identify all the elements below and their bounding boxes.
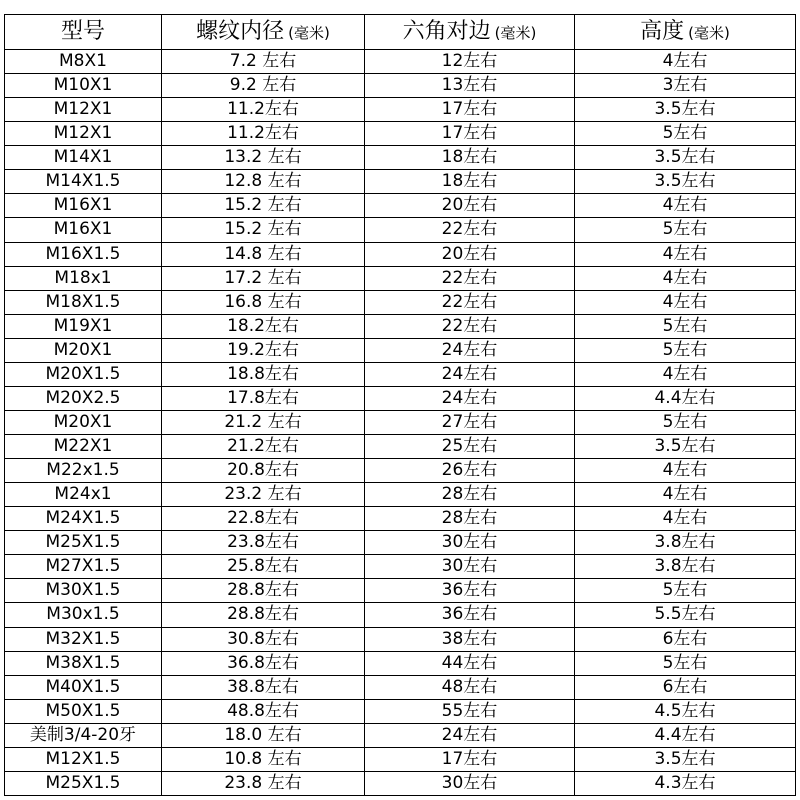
table-row [5, 242, 796, 266]
table-row [5, 483, 796, 507]
cell-hex-across-flats: 18左右 [365, 170, 575, 194]
cell-thread-inner-diameter: 7.2 左右 [162, 50, 365, 74]
cell-model: M16X1 [5, 194, 162, 218]
header-unit: (毫米) [288, 24, 330, 42]
cell-hex-across-flats: 55左右 [365, 699, 575, 723]
cell-model: M20X1 [5, 410, 162, 434]
cell-height: 4.3左右 [575, 771, 796, 795]
cell-height: 5左右 [575, 122, 796, 146]
cell-hex-across-flats: 24左右 [365, 338, 575, 362]
cell-height: 3.5左右 [575, 146, 796, 170]
cell-thread-inner-diameter: 9.2 左右 [162, 74, 365, 98]
cell-model: M16X1.5 [5, 242, 162, 266]
table-row [5, 218, 796, 242]
cell-thread-inner-diameter: 36.8左右 [162, 651, 365, 675]
cell-height: 4.5左右 [575, 699, 796, 723]
cell-model: M25X1.5 [5, 531, 162, 555]
cell-model: M27X1.5 [5, 555, 162, 579]
cell-model: M24x1 [5, 483, 162, 507]
cell-model: M30X1.5 [5, 579, 162, 603]
cell-hex-across-flats: 13左右 [365, 74, 575, 98]
table-row [5, 122, 796, 146]
table-row [5, 338, 796, 362]
cell-hex-across-flats: 22左右 [365, 314, 575, 338]
cell-hex-across-flats: 26左右 [365, 459, 575, 483]
table-row [5, 146, 796, 170]
cell-height: 3.8左右 [575, 555, 796, 579]
cell-model: M24X1.5 [5, 507, 162, 531]
cell-model: M40X1.5 [5, 675, 162, 699]
cell-model: 美制3/4-20牙 [5, 723, 162, 747]
table-row [5, 170, 796, 194]
cell-model: M20X2.5 [5, 386, 162, 410]
table-row [5, 627, 796, 651]
cell-height: 3.5左右 [575, 98, 796, 122]
cell-height: 4左右 [575, 242, 796, 266]
cell-model: M20X1 [5, 338, 162, 362]
cell-model: M12X1 [5, 98, 162, 122]
table-row [5, 555, 796, 579]
cell-hex-across-flats: 30左右 [365, 555, 575, 579]
table-row [5, 266, 796, 290]
cell-thread-inner-diameter: 17.8左右 [162, 386, 365, 410]
cell-hex-across-flats: 22左右 [365, 218, 575, 242]
cell-height: 4左右 [575, 290, 796, 314]
cell-hex-across-flats: 30左右 [365, 531, 575, 555]
header-row [5, 15, 796, 50]
cell-height: 5左右 [575, 410, 796, 434]
cell-model: M19X1 [5, 314, 162, 338]
cell-height: 4.4左右 [575, 723, 796, 747]
cell-thread-inner-diameter: 14.8 左右 [162, 242, 365, 266]
table-header [5, 15, 796, 50]
cell-hex-across-flats: 22左右 [365, 266, 575, 290]
cell-hex-across-flats: 17左右 [365, 98, 575, 122]
cell-thread-inner-diameter: 18.8左右 [162, 362, 365, 386]
cell-hex-across-flats: 12左右 [365, 50, 575, 74]
cell-height: 4左右 [575, 483, 796, 507]
header-hex-across-flats [365, 15, 575, 50]
header-model [5, 15, 162, 50]
header-thread-inner-diameter [162, 15, 365, 50]
cell-height: 5左右 [575, 338, 796, 362]
cell-height: 3.5左右 [575, 747, 796, 771]
cell-hex-across-flats: 17左右 [365, 122, 575, 146]
cell-thread-inner-diameter: 22.8左右 [162, 507, 365, 531]
cell-height: 5左右 [575, 314, 796, 338]
cell-hex-across-flats: 28左右 [365, 483, 575, 507]
cell-hex-across-flats: 20左右 [365, 194, 575, 218]
table-row [5, 410, 796, 434]
cell-height: 4左右 [575, 266, 796, 290]
header-height [575, 15, 796, 50]
cell-height: 5.5左右 [575, 603, 796, 627]
header-label: 型号 [60, 19, 105, 44]
cell-model: M14X1.5 [5, 170, 162, 194]
cell-thread-inner-diameter: 21.2左右 [162, 435, 365, 459]
cell-hex-across-flats: 20左右 [365, 242, 575, 266]
cell-hex-across-flats: 36左右 [365, 579, 575, 603]
cell-model: M22x1.5 [5, 459, 162, 483]
cell-hex-across-flats: 17左右 [365, 747, 575, 771]
nut-spec-table [4, 14, 796, 796]
table-row [5, 579, 796, 603]
table-row [5, 603, 796, 627]
table-row [5, 507, 796, 531]
cell-thread-inner-diameter: 10.8 左右 [162, 747, 365, 771]
cell-thread-inner-diameter: 13.2 左右 [162, 146, 365, 170]
cell-thread-inner-diameter: 15.2 左右 [162, 194, 365, 218]
cell-height: 4.4左右 [575, 386, 796, 410]
cell-height: 6左右 [575, 675, 796, 699]
cell-height: 3.8左右 [575, 531, 796, 555]
cell-model: M38X1.5 [5, 651, 162, 675]
cell-hex-across-flats: 27左右 [365, 410, 575, 434]
table-row [5, 386, 796, 410]
cell-thread-inner-diameter: 21.2 左右 [162, 410, 365, 434]
cell-hex-across-flats: 22左右 [365, 290, 575, 314]
table-row [5, 98, 796, 122]
cell-thread-inner-diameter: 19.2左右 [162, 338, 365, 362]
table-row [5, 771, 796, 795]
cell-hex-across-flats: 24左右 [365, 723, 575, 747]
table-row [5, 74, 796, 98]
cell-thread-inner-diameter: 11.2左右 [162, 122, 365, 146]
cell-thread-inner-diameter: 38.8左右 [162, 675, 365, 699]
cell-thread-inner-diameter: 30.8左右 [162, 627, 365, 651]
cell-thread-inner-diameter: 23.2 左右 [162, 483, 365, 507]
cell-model: M10X1 [5, 74, 162, 98]
cell-height: 3.5左右 [575, 170, 796, 194]
cell-height: 3.5左右 [575, 435, 796, 459]
table-row [5, 314, 796, 338]
cell-model: M50X1.5 [5, 699, 162, 723]
cell-thread-inner-diameter: 17.2 左右 [162, 266, 365, 290]
cell-hex-across-flats: 24左右 [365, 362, 575, 386]
cell-height: 6左右 [575, 627, 796, 651]
cell-model: M18x1 [5, 266, 162, 290]
table-row [5, 362, 796, 386]
cell-thread-inner-diameter: 15.2 左右 [162, 218, 365, 242]
cell-thread-inner-diameter: 28.8左右 [162, 579, 365, 603]
table-row [5, 651, 796, 675]
cell-height: 4左右 [575, 507, 796, 531]
table-body [5, 50, 796, 796]
cell-model: M8X1 [5, 50, 162, 74]
header-label: 六角对边 [402, 19, 491, 44]
cell-model: M12X1 [5, 122, 162, 146]
cell-hex-across-flats: 44左右 [365, 651, 575, 675]
cell-hex-across-flats: 30左右 [365, 771, 575, 795]
cell-model: M32X1.5 [5, 627, 162, 651]
table-row [5, 531, 796, 555]
cell-hex-across-flats: 38左右 [365, 627, 575, 651]
cell-model: M12X1.5 [5, 747, 162, 771]
table-row [5, 194, 796, 218]
cell-height: 5左右 [575, 651, 796, 675]
cell-hex-across-flats: 28左右 [365, 507, 575, 531]
cell-hex-across-flats: 18左右 [365, 146, 575, 170]
cell-model: M22X1 [5, 435, 162, 459]
cell-height: 3左右 [575, 74, 796, 98]
cell-model: M16X1 [5, 218, 162, 242]
cell-hex-across-flats: 24左右 [365, 386, 575, 410]
cell-thread-inner-diameter: 28.8左右 [162, 603, 365, 627]
header-unit: (毫米) [688, 24, 730, 42]
header-unit: (毫米) [494, 24, 537, 42]
cell-height: 4左右 [575, 50, 796, 74]
table-row [5, 699, 796, 723]
cell-thread-inner-diameter: 23.8左右 [162, 531, 365, 555]
cell-model: M18X1.5 [5, 290, 162, 314]
cell-thread-inner-diameter: 23.8 左右 [162, 771, 365, 795]
cell-thread-inner-diameter: 20.8左右 [162, 459, 365, 483]
cell-hex-across-flats: 48左右 [365, 675, 575, 699]
cell-thread-inner-diameter: 18.2左右 [162, 314, 365, 338]
cell-thread-inner-diameter: 16.8 左右 [162, 290, 365, 314]
table-row [5, 747, 796, 771]
table-row [5, 50, 796, 74]
table-row [5, 435, 796, 459]
cell-height: 5左右 [575, 579, 796, 603]
cell-hex-across-flats: 25左右 [365, 435, 575, 459]
cell-model: M30x1.5 [5, 603, 162, 627]
cell-thread-inner-diameter: 18.0 左右 [162, 723, 365, 747]
table-row [5, 459, 796, 483]
cell-height: 4左右 [575, 459, 796, 483]
cell-height: 4左右 [575, 362, 796, 386]
cell-hex-across-flats: 36左右 [365, 603, 575, 627]
cell-thread-inner-diameter: 25.8左右 [162, 555, 365, 579]
cell-model: M25X1.5 [5, 771, 162, 795]
cell-thread-inner-diameter: 48.8左右 [162, 699, 365, 723]
cell-thread-inner-diameter: 12.8 左右 [162, 170, 365, 194]
table-row [5, 723, 796, 747]
cell-height: 5左右 [575, 218, 796, 242]
table-row [5, 290, 796, 314]
cell-model: M20X1.5 [5, 362, 162, 386]
cell-model: M14X1 [5, 146, 162, 170]
cell-thread-inner-diameter: 11.2左右 [162, 98, 365, 122]
header-label: 螺纹内径 [196, 19, 285, 44]
table-row [5, 675, 796, 699]
cell-height: 4左右 [575, 194, 796, 218]
header-label: 高度 [640, 19, 685, 44]
